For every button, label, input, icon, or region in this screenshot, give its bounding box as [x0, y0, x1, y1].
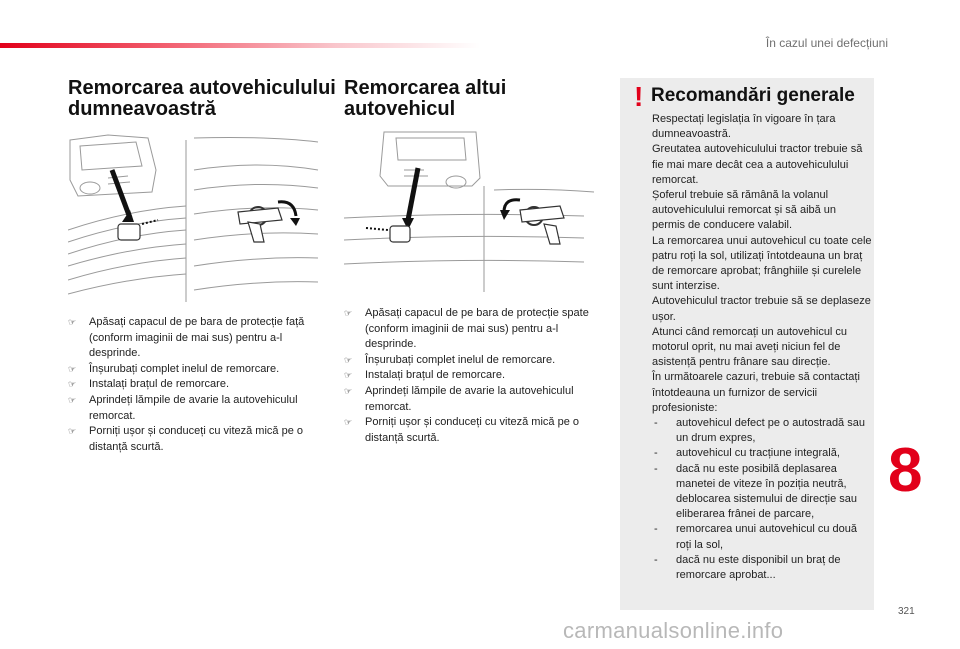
middle-step-item: ☞ Porniți ușor și conduceți cu viteză mică pe o distanță scurtă.: [344, 416, 579, 444]
page-number: 321: [898, 606, 915, 617]
middle-step-item: ☞ Înșurubați complet inelul de remorcare.: [344, 353, 602, 369]
panel-paragraph: Greutatea autovehiculului tractor trebuie să fie mai mare decât cea a autovehiculului remorcat.: [652, 143, 863, 186]
panel-body: [652, 112, 872, 583]
left-steps-list: [68, 315, 326, 455]
left-title-line-2: dumneavoastră: [68, 98, 216, 120]
case-item: - autovehicul defect pe o autostradă sau un drum expres,: [654, 417, 865, 445]
middle-step-item: ☞ Instalați brațul de remorcare.: [344, 368, 602, 384]
left-step-item: ☞ Aprindeți lămpile de avarie la autovehiculul remorcat.: [68, 393, 298, 422]
case-item: - remorcarea unui autovehicul cu două roți la sol,: [654, 523, 858, 551]
hand-pointer-icon: ☞: [344, 417, 353, 428]
panel-paragraph: Autovehiculul tractor trebuie să se deplaseze ușor.: [652, 295, 871, 323]
hand-pointer-icon: ☞: [68, 317, 77, 327]
hand-pointer-icon: ☞: [344, 385, 353, 396]
panel-title: Recomandări generale: [651, 85, 855, 106]
watermark-text: carmanualsonline.info: [563, 618, 784, 643]
case-item: - dacă nu este posibilă deplasarea manetei de viteze în poziția neutră, deblocarea sistemului de direcție sau eliberarea frânei de parcare,: [654, 462, 857, 521]
case-item: - dacă nu este disponibil un braț de remorcare aprobat...: [654, 553, 841, 582]
rear-bumper-drawing: [344, 130, 598, 292]
left-step-item: ☞ Înșurubați complet inelul de remorcare.: [68, 362, 326, 378]
middle-title-line-1: Remorcarea altui: [344, 77, 507, 99]
hand-pointer-icon: ☞: [344, 370, 353, 381]
middle-column-title: [344, 78, 506, 120]
header-accent-bar: [0, 43, 480, 48]
hand-pointer-icon: ☞: [344, 354, 353, 365]
panel-paragraph: Atunci când remorcați un autovehicul cu motorul oprit, nu mai aveți niciun fel de asistență pentru frânare sau direcție.: [652, 325, 848, 369]
left-column-title: [68, 78, 336, 120]
case-item: - autovehicul cu tracțiune integrală,: [654, 447, 840, 460]
panel-paragraph: În următoarele cazuri, trebuie să contactați întotdeauna un furnizor de servicii profesioniste:: [652, 371, 860, 414]
professional-cases-list: [652, 416, 872, 583]
hand-pointer-icon: ☞: [344, 308, 353, 318]
hand-pointer-icon: ☞: [68, 394, 77, 405]
left-step-item: ☞ Apăsați capacul de pe bara de protecție față (conform imaginii de mai sus) pentru a-l desprinde.: [68, 316, 305, 360]
left-step-item: ☞ Porniți ușor și conduceți cu viteză mică pe o distanță scurtă.: [68, 425, 303, 453]
panel-paragraph: Șoferul trebuie să rămână la volanul autovehiculului remorcat și să aibă un permis de conducere valabil.: [652, 189, 837, 232]
hand-pointer-icon: ☞: [68, 363, 77, 374]
middle-step-item: ☞ Aprindeți lămpile de avarie la autovehiculul remorcat.: [344, 384, 574, 413]
left-title-line-1: Remorcarea autovehiculului: [68, 77, 336, 99]
general-recommendations-panel: [620, 78, 874, 610]
panel-paragraph: La remorcarea unui autovehicul cu toate cele patru roți la sol, utilizați întotdeauna un braț de remorcare aprobat; frânghiile și curelele sunt interzise.: [652, 234, 872, 293]
hand-pointer-icon: ☞: [68, 379, 77, 390]
rear-towing-illustration: [344, 130, 598, 292]
middle-steps-list: [344, 306, 602, 446]
middle-step-item: ☞ Apăsați capacul de pe bara de protecție spate (conform imaginii de mai sus) pentru a-l desprinde.: [344, 307, 589, 351]
middle-title-line-2: autovehicul: [344, 98, 456, 120]
left-step-item: ☞ Instalați brațul de remorcare.: [68, 377, 326, 393]
front-towing-illustration: [68, 130, 322, 302]
warning-exclamation-icon: !: [634, 81, 644, 112]
chapter-number: 8: [888, 436, 923, 505]
front-bumper-drawing: [68, 130, 322, 302]
hand-pointer-icon: ☞: [68, 426, 77, 437]
panel-paragraph: Respectați legislația în vigoare în țara dumneavoastră.: [652, 113, 836, 141]
section-header: În cazul unei defecțiuni: [765, 36, 888, 50]
